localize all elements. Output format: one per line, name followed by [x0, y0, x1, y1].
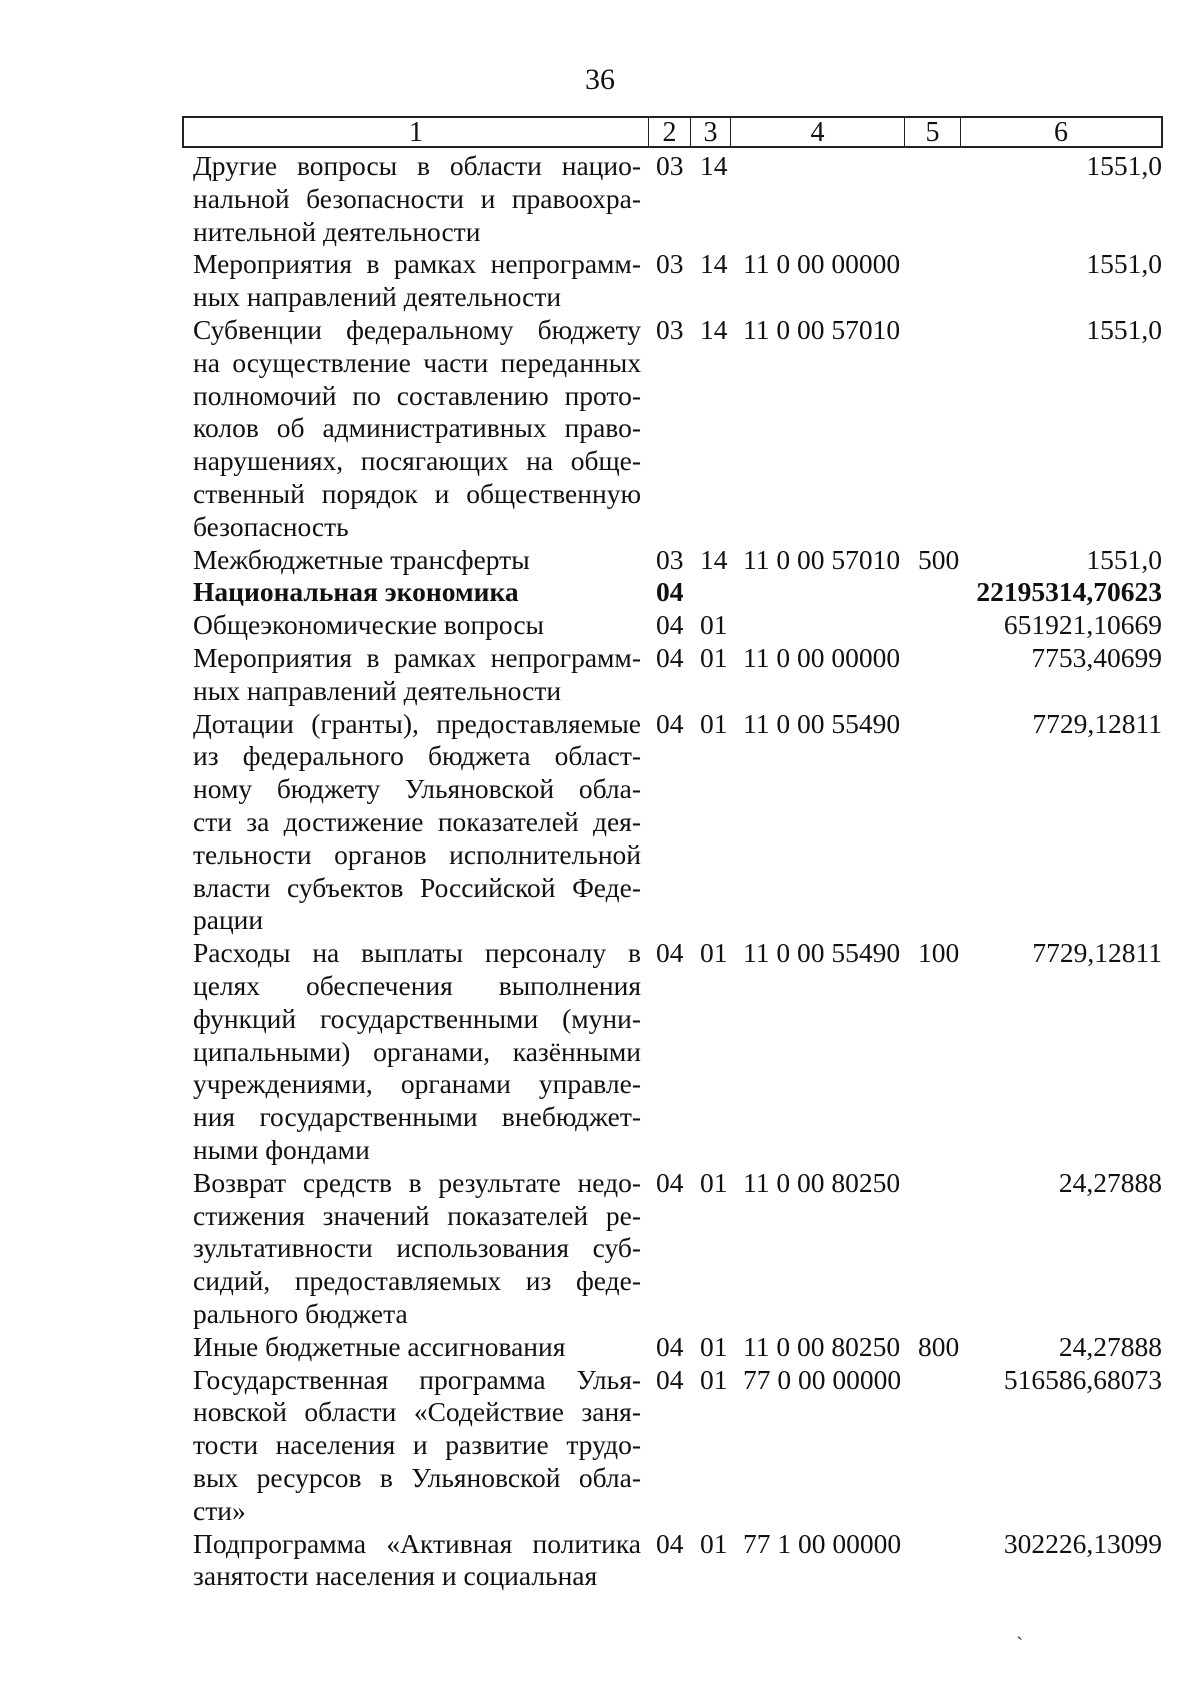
description-line: безопасность: [193, 510, 349, 542]
header-col-6: 6: [1054, 117, 1068, 148]
target-article-code: 11 0 00 57010: [743, 313, 901, 345]
description-line: рации: [193, 904, 264, 936]
description-line: из федерального бюджета област-: [193, 740, 641, 772]
target-article-code: 11 0 00 80250: [743, 1166, 901, 1198]
amount: 1551,0: [1086, 150, 1162, 181]
section-code: 04: [656, 576, 684, 608]
section-code: 04: [656, 1330, 684, 1362]
subsection-code: 14: [700, 543, 728, 575]
header-col-5: 5: [905, 118, 961, 146]
description-line: сти»: [193, 1494, 246, 1526]
description-line: нительной деятельности: [193, 215, 481, 247]
amount: 516586,68073: [1003, 1363, 1162, 1395]
subsection-code: 01: [700, 707, 728, 739]
header-col-2: 2: [649, 118, 691, 146]
section-code: 04: [656, 707, 684, 739]
description-line: рального бюджета: [193, 1297, 408, 1329]
section-code: 03: [656, 150, 684, 181]
description-line: Иные бюджетные ассигнования: [193, 1330, 566, 1362]
row-description: [193, 544, 641, 577]
description-line: зультативности использования суб-: [193, 1232, 641, 1264]
target-article-code: 11 0 00 55490: [743, 937, 901, 969]
description-line: ными фондами: [193, 1133, 370, 1165]
description-line: власти субъектов Российской Феде-: [193, 871, 641, 903]
table-row: [0, 576, 1200, 609]
table-row: [0, 609, 1200, 642]
row-description: [193, 314, 641, 544]
description-line: Другие вопросы в области нацио-: [193, 150, 641, 181]
subsection-code: 14: [700, 150, 728, 181]
description-line: ных направлений деятельности: [193, 281, 562, 313]
expense-type-code: 800: [918, 1330, 960, 1362]
subsection-code: 01: [700, 641, 728, 673]
scan-mark: `: [1016, 1632, 1024, 1657]
page-number: 36: [585, 63, 615, 96]
description-line: нальной безопасности и правоохра-: [193, 182, 641, 214]
description-line: Мероприятия в рамках непрограмм-: [193, 248, 641, 280]
header-col-1: 1: [184, 118, 649, 146]
target-article-code: 77 0 00 00000: [743, 1363, 902, 1395]
description-line: тельности органов исполнительной: [193, 838, 641, 870]
section-code: 03: [656, 313, 684, 345]
table-row: [0, 1364, 1200, 1528]
target-article-code: 77 1 00 00000: [743, 1527, 902, 1559]
amount: 24,27888: [1058, 1330, 1162, 1362]
table-row: [0, 642, 1200, 708]
section-code: 04: [656, 1527, 684, 1559]
section-code: 03: [656, 248, 684, 280]
row-description: [193, 150, 641, 248]
target-article-code: 11 0 00 57010: [743, 543, 901, 575]
budget-table-body: [0, 150, 1200, 1593]
description-line: Мероприятия в рамках непрограмм-: [193, 641, 641, 673]
description-line: Субвенции федеральному бюджету: [193, 313, 641, 345]
target-article-code: 11 0 00 80250: [743, 1330, 901, 1362]
header-col-4: 4: [731, 118, 905, 146]
description-line: на осуществление части переданных: [193, 346, 641, 378]
amount: 22195314,70623: [976, 576, 1162, 608]
target-article-code: 11 0 00 00000: [743, 641, 901, 673]
description-line: сидий, предоставляемых из феде-: [193, 1265, 641, 1297]
subsection-code: 14: [700, 248, 728, 280]
row-description: [193, 248, 641, 314]
subsection-code: 01: [700, 1330, 728, 1362]
amount: 302226,13099: [1003, 1527, 1162, 1559]
row-description: [193, 937, 641, 1167]
row-description: [193, 1364, 641, 1528]
description-line: тости населения и развитие трудо-: [193, 1429, 641, 1461]
amount: 1551,0: [1086, 313, 1162, 345]
description-line: ному бюджету Ульяновской обла-: [193, 773, 641, 805]
description-line: Дотации (гранты), предоставляемые: [193, 707, 641, 739]
table-row: [0, 248, 1200, 314]
row-description: [193, 642, 641, 708]
description-line: колов об административных право-: [193, 412, 641, 444]
description-line: целях обеспечения выполнения: [193, 969, 641, 1001]
table-row: [0, 1528, 1200, 1594]
description-line: Подпрограмма «Активная политика: [193, 1527, 641, 1559]
row-description: [193, 609, 641, 642]
section-code: 04: [656, 1363, 684, 1395]
subsection-code: 01: [700, 937, 728, 969]
section-code: 04: [656, 937, 684, 969]
subsection-code: 01: [700, 1527, 728, 1559]
row-description: [193, 1528, 641, 1594]
expense-type-code: 500: [918, 543, 960, 575]
description-line: нарушениях, посягающих на обще-: [193, 445, 641, 477]
description-line: учреждениями, органами управле-: [193, 1068, 641, 1100]
amount: 651921,10669: [1003, 609, 1162, 641]
description-line: Национальная экономика: [193, 576, 519, 608]
amount: 1551,0: [1086, 543, 1162, 575]
row-description: [193, 708, 641, 938]
section-code: 04: [656, 1166, 684, 1198]
table-row: [0, 937, 1200, 1167]
target-article-code: 11 0 00 00000: [743, 248, 901, 280]
row-description: [193, 1167, 641, 1331]
section-code: 04: [656, 609, 684, 641]
description-line: вых ресурсов в Ульяновской обла-: [193, 1461, 641, 1493]
amount: 24,27888: [1058, 1166, 1162, 1198]
table-row: [0, 544, 1200, 577]
description-line: функций государственными (муни-: [193, 1002, 641, 1034]
table-row: [0, 1331, 1200, 1364]
description-line: Межбюджетные трансферты: [193, 543, 530, 575]
table-row: [0, 150, 1200, 248]
amount: 1551,0: [1086, 248, 1162, 280]
table-header: [182, 116, 1163, 148]
subsection-code: 14: [700, 313, 728, 345]
section-code: 03: [656, 543, 684, 575]
row-description: [193, 1331, 641, 1364]
description-line: ния государственными внебюджет-: [193, 1101, 641, 1133]
description-line: ственный порядок и общественную: [193, 477, 641, 509]
subsection-code: 01: [700, 609, 728, 641]
description-line: полномочий по составлению прото-: [193, 379, 641, 411]
description-line: сти за достижение показателей дея-: [193, 805, 641, 837]
expense-type-code: 100: [918, 937, 960, 969]
description-line: занятости населения и социальная: [193, 1560, 598, 1592]
description-line: ципальными) органами, казёнными: [193, 1035, 641, 1067]
amount: 7729,12811: [1032, 937, 1162, 969]
table-row: [0, 708, 1200, 938]
table-row: [0, 1167, 1200, 1331]
amount: 7753,40699: [1031, 641, 1162, 673]
subsection-code: 01: [700, 1166, 728, 1198]
description-line: Расходы на выплаты персоналу в: [193, 937, 641, 969]
amount: 7729,12811: [1032, 707, 1162, 739]
target-article-code: 11 0 00 55490: [743, 707, 901, 739]
table-row: [0, 314, 1200, 544]
section-code: 04: [656, 641, 684, 673]
header-col-3: 3: [691, 118, 731, 146]
description-line: новской области «Содействие заня-: [193, 1396, 641, 1428]
description-line: Общеэкономические вопросы: [193, 609, 545, 641]
description-line: ных направлений деятельности: [193, 674, 562, 706]
subsection-code: 01: [700, 1363, 728, 1395]
row-description: [193, 576, 641, 609]
description-line: Возврат средств в результате недо-: [193, 1166, 641, 1198]
description-line: стижения значений показателей ре-: [193, 1199, 641, 1231]
description-line: Государственная программа Улья-: [193, 1363, 641, 1395]
